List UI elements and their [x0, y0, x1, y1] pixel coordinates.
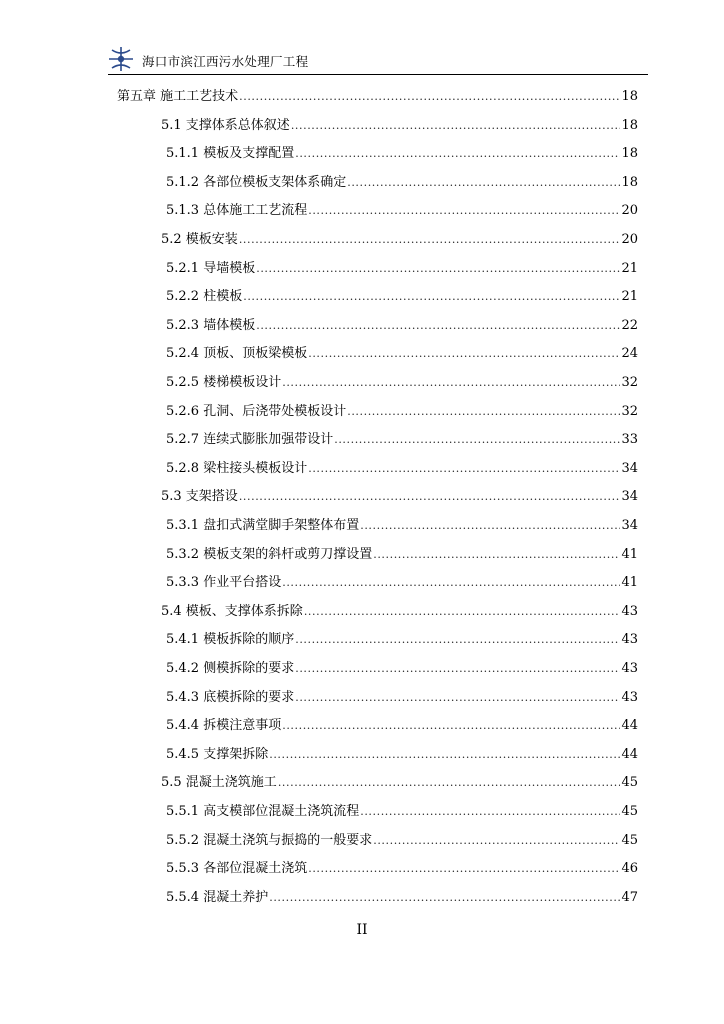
toc-entry-page: 32 — [621, 403, 638, 419]
toc-leader-dots — [360, 803, 620, 821]
toc-entry[interactable] — [161, 231, 638, 249]
toc-entry[interactable] — [166, 517, 638, 535]
toc-entry-label: 5.4.3 底模拆除的要求 — [166, 689, 295, 705]
toc-entry-label: 5.4.4 拆模注意事项 — [166, 718, 282, 734]
toc-leader-dots — [334, 431, 620, 449]
toc-entry-page: 20 — [621, 203, 638, 219]
toc-entry-page: 44 — [621, 746, 638, 762]
company-logo-icon — [108, 46, 134, 72]
toc-entry-page: 43 — [621, 603, 638, 619]
toc-leader-dots — [278, 774, 621, 792]
toc-entry-page: 41 — [621, 575, 638, 591]
toc-entry-page: 21 — [621, 289, 638, 305]
toc-entry[interactable] — [166, 288, 638, 306]
toc-entry-page: 45 — [621, 775, 638, 791]
toc-leader-dots — [256, 260, 620, 278]
toc-entry[interactable] — [161, 774, 638, 792]
toc-leader-dots — [282, 574, 620, 592]
toc-leader-dots — [291, 117, 621, 135]
toc-entry-page: 22 — [621, 317, 638, 333]
toc-entry-page: 20 — [621, 232, 638, 247]
toc-entry-label: 5.1.3 总体施工工艺流程 — [166, 203, 308, 219]
toc-entry[interactable] — [166, 660, 638, 678]
toc-leader-dots — [347, 174, 620, 192]
toc-leader-dots — [243, 288, 620, 306]
toc-entry-page: 18 — [621, 89, 638, 104]
toc-entry-label: 5.2.3 墙体模板 — [166, 317, 256, 333]
toc-entry[interactable] — [166, 717, 638, 735]
toc-entry-page: 34 — [621, 460, 638, 476]
toc-entry-label: 5.2.2 柱模板 — [166, 289, 243, 305]
toc-entry-label: 第五章 施工工艺技术 — [117, 89, 239, 104]
toc-entry-page: 45 — [621, 832, 638, 848]
toc-entry-label: 5.1.2 各部位模板支架体系确定 — [166, 174, 347, 190]
toc-entry-label: 5.2.4 顶板、顶板梁模板 — [166, 346, 308, 362]
toc-entry[interactable] — [161, 488, 638, 506]
toc-entry-label: 5.3.2 模板支架的斜杆或剪刀撑设置 — [166, 546, 373, 562]
toc-leader-dots — [373, 832, 620, 850]
toc-leader-dots — [256, 317, 620, 335]
toc-entry[interactable] — [166, 689, 638, 707]
toc-entry-page: 18 — [621, 117, 638, 133]
toc-entry[interactable] — [166, 803, 638, 821]
toc-leader-dots — [308, 460, 620, 478]
toc-entry[interactable] — [166, 746, 638, 764]
toc-entry-label: 5.1 支撑体系总体叙述 — [161, 117, 290, 133]
toc-entry[interactable] — [166, 260, 638, 278]
toc-entry-label: 5.2.7 连续式膨胀加强带设计 — [166, 432, 334, 448]
page-header — [108, 46, 648, 75]
toc-leader-dots — [308, 202, 620, 220]
toc-entry[interactable] — [166, 317, 638, 335]
toc-leader-dots — [239, 231, 621, 249]
toc-entry-label: 5.5.4 混凝土养护 — [166, 889, 269, 905]
toc-entry-label: 5.3 支架搭设 — [161, 489, 238, 505]
page-number: II — [356, 922, 368, 938]
toc-leader-dots — [347, 403, 620, 421]
toc-entry-page: 45 — [621, 804, 638, 819]
toc-entry-page: 18 — [621, 146, 638, 162]
toc-entry-label: 5.3.3 作业平台搭设 — [166, 575, 282, 591]
toc-entry[interactable] — [161, 117, 638, 135]
toc-entry-page: 21 — [621, 260, 638, 276]
toc-entry-page: 34 — [621, 489, 638, 505]
toc-entry-label: 5.1.1 模板及支撑配置 — [166, 146, 295, 162]
header-title: 海口市滨江西污水处理厂工程 — [142, 54, 309, 69]
toc-leader-dots — [239, 488, 621, 506]
toc-entry-page: 43 — [621, 632, 638, 648]
toc-entry-page: 41 — [621, 546, 638, 562]
toc-leader-dots — [295, 689, 620, 707]
toc-entry-page: 44 — [621, 718, 638, 734]
toc-leader-dots — [373, 546, 620, 564]
toc-entry[interactable] — [166, 832, 638, 850]
toc-entry[interactable] — [166, 546, 638, 564]
toc-leader-dots — [295, 145, 620, 163]
toc-entry-page: 46 — [621, 861, 638, 877]
toc-entry[interactable] — [166, 202, 638, 220]
toc-entry-label: 5.2.6 孔洞、后浇带处模板设计 — [166, 403, 347, 419]
toc-entry-page: 43 — [621, 689, 638, 705]
toc-entry-label: 5.4.1 模板拆除的顺序 — [166, 632, 295, 648]
toc-leader-dots — [282, 717, 620, 735]
toc-leader-dots — [360, 517, 620, 535]
toc-leader-dots — [269, 746, 620, 764]
toc-entry-page: 24 — [621, 346, 638, 362]
toc-leader-dots — [304, 603, 621, 621]
toc-entry-label: 5.5.1 高支模部位混凝土浇筑流程 — [166, 804, 360, 819]
toc-entry-page: 33 — [621, 432, 638, 448]
toc-entry-page: 34 — [621, 518, 638, 533]
toc-entry-label: 5.2.1 导墙模板 — [166, 260, 256, 276]
toc-leader-dots — [308, 860, 620, 878]
toc-entry-label: 5.5.3 各部位混凝土浇筑 — [166, 861, 308, 877]
toc-leader-dots — [295, 660, 620, 678]
toc-entry[interactable] — [166, 631, 638, 649]
toc-entry[interactable] — [166, 403, 638, 421]
toc-entry-page: 47 — [621, 889, 638, 905]
toc-entry-label: 5.4.2 侧模拆除的要求 — [166, 661, 295, 676]
toc-entry[interactable] — [166, 431, 638, 449]
toc-leader-dots — [269, 889, 620, 907]
toc-entry-page: 18 — [621, 174, 638, 190]
toc-entry-label: 5.5.2 混凝土浇筑与振捣的一般要求 — [166, 832, 373, 848]
toc-entry-label: 5.4 模板、支撑体系拆除 — [161, 603, 303, 619]
toc-entry-label: 5.2 模板安装 — [161, 232, 238, 247]
toc-leader-dots — [282, 374, 620, 392]
toc-leader-dots — [239, 88, 620, 106]
toc-entry-label: 5.2.5 楼梯模板设计 — [166, 375, 282, 390]
toc-entry[interactable] — [166, 345, 638, 363]
toc-entry-label: 5.3.1 盘扣式满堂脚手架整体布置 — [166, 518, 360, 533]
toc-entry[interactable] — [166, 574, 638, 592]
toc-entry-label: 5.4.5 支撑架拆除 — [166, 746, 269, 762]
toc-entry[interactable] — [166, 889, 638, 907]
toc-entry-label: 5.2.8 梁柱接头模板设计 — [166, 460, 308, 476]
toc-entry[interactable] — [166, 374, 638, 392]
toc-leader-dots — [295, 631, 620, 649]
toc-entry[interactable] — [166, 145, 638, 163]
toc-entry[interactable] — [166, 460, 638, 478]
toc-entry[interactable] — [161, 603, 638, 621]
toc-entry-page: 32 — [621, 375, 638, 390]
toc-entry[interactable] — [166, 860, 638, 878]
toc-entry[interactable] — [166, 174, 638, 192]
toc-entry-label: 5.5 混凝土浇筑施工 — [161, 775, 277, 791]
toc-leader-dots — [308, 345, 620, 363]
toc-entry-page: 43 — [621, 661, 638, 676]
toc-entry[interactable] — [117, 88, 638, 106]
